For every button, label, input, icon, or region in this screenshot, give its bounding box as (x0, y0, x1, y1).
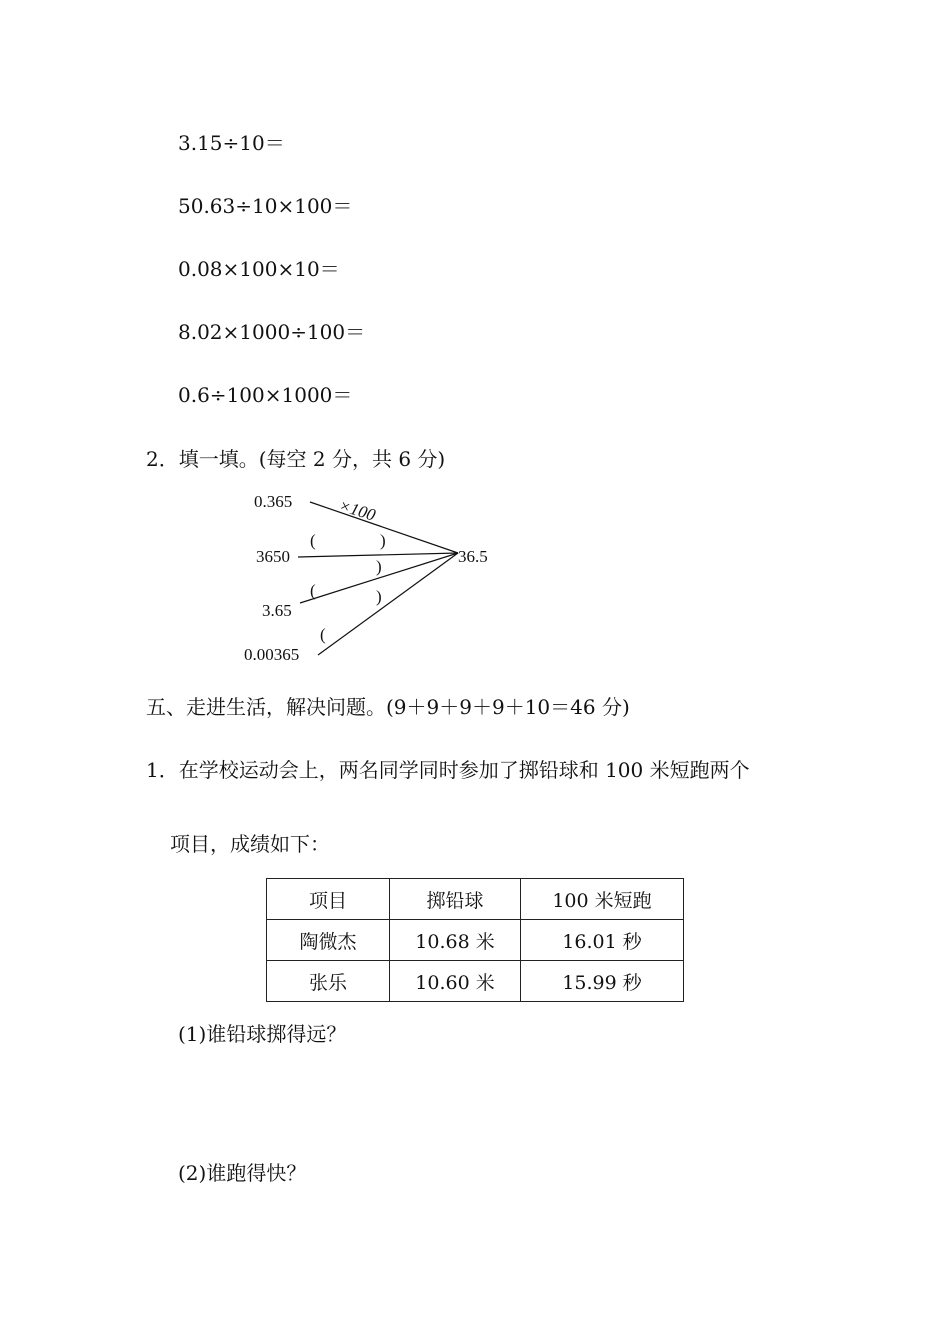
conversion-diagram (230, 480, 530, 670)
exercise-5: 0.6÷100×1000＝ (178, 383, 353, 407)
sub-question-2: (2)谁跑得快？ (178, 1161, 307, 1185)
q2-title: 2．填一填。(每空 2 分，共 6 分) (146, 447, 446, 471)
header-cell: 项目 (267, 879, 390, 920)
sub-question-1: (1)谁铅球掷得远？ (178, 1022, 347, 1046)
table-cell: 陶微杰 (267, 920, 390, 961)
table-cell: 张乐 (267, 961, 390, 1002)
table-row (267, 920, 684, 961)
line-000365 (318, 553, 458, 655)
table-row (267, 961, 684, 1002)
blank-2-left: ( (310, 581, 316, 600)
blank-3-right: ) (376, 587, 382, 606)
blank-1-right: ) (380, 531, 386, 550)
score-table (266, 878, 684, 1002)
section5-title: 五、走进生活，解决问题。(9＋9＋9＋9＋10＝46 分) (146, 695, 630, 719)
source-3650: 3650 (256, 547, 290, 566)
source-000365: 0.00365 (244, 645, 300, 664)
exercise-3: 0.08×100×10＝ (178, 257, 340, 281)
q1-line-2: 项目，成绩如下： (170, 832, 330, 856)
exercise-4: 8.02×1000÷100＝ (178, 320, 366, 344)
q1-line-1: 1．在学校运动会上，两名同学同时参加了掷铅球和 100 米短跑两个 (146, 758, 750, 782)
table-cell: 10.60 米 (390, 961, 521, 1002)
table-header-row (267, 879, 684, 920)
table-cell: 16.01 秒 (521, 920, 684, 961)
blank-2-right: ) (376, 557, 382, 576)
exercise-1: 3.15÷10＝ (178, 131, 285, 155)
source-0365: 0.365 (254, 492, 293, 511)
target-value: 36.5 (458, 547, 488, 566)
source-365: 3.65 (262, 601, 292, 620)
exercise-2: 50.63÷10×100＝ (178, 194, 353, 218)
blank-1-left: ( (310, 531, 316, 550)
table-cell: 10.68 米 (390, 920, 521, 961)
given-operation: ×100 (336, 495, 378, 525)
header-cell: 掷铅球 (390, 879, 521, 920)
blank-3-left: ( (320, 625, 326, 644)
header-cell: 100 米短跑 (521, 879, 684, 920)
table-cell: 15.99 秒 (521, 961, 684, 1002)
